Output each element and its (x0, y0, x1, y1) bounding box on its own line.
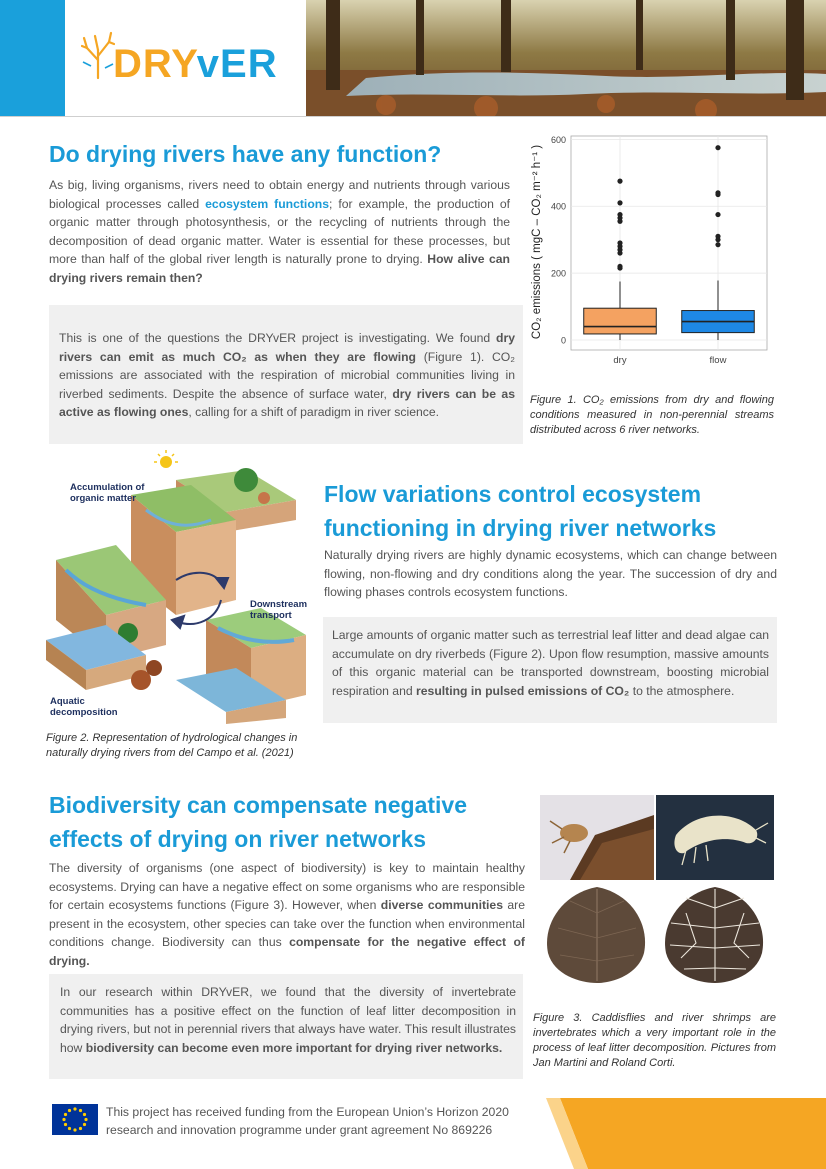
chart-outlier-dry-5 (617, 240, 622, 245)
figure2-caption: Figure 2. Representation of hydrological changes in naturally drying rivers from del Campo et al. (2021) (46, 732, 298, 759)
section2-paragraph: Naturally drying rivers are highly dynamic ecosystems, which can change between flowing, non-flowing and dry conditions along the year. The succession of dry and flowing phases controls ecosystem functions. (324, 548, 777, 600)
chart-outlier-flow-6 (715, 145, 720, 150)
decomposed-leaf-image-2 (656, 883, 774, 987)
s1-ecosystem-functions: ecosystem functions (205, 196, 329, 211)
fig2-label-accumulation: Accumulation of organic matter (70, 482, 145, 504)
s3b-bold: biodiversity can become even more important for drying river networks. (85, 1040, 503, 1055)
s1-text-a: As big, living organisms, rivers need to obtain energy and nutrients through various biological processes called (49, 178, 510, 211)
section3-title: Biodiversity can compensate negative effects of drying on river networks (49, 792, 467, 852)
chart-outlier-flow-2 (715, 234, 720, 239)
section2-box-text (332, 626, 769, 700)
s1b-d: , calling for a shift of paradigm in river science. (188, 405, 440, 420)
river-shrimp-image (656, 795, 774, 880)
forest-stream-image (306, 0, 826, 117)
footer-orange-band (540, 1098, 826, 1169)
chart-outlier-flow-3 (715, 212, 720, 217)
s3-bold2: compensate for the negative effect of drying. (49, 935, 525, 968)
s2b-bold: resulting in pulsed emissions of CO₂ (416, 683, 630, 698)
s1-text-bold: How alive can drying rivers remain then? (49, 252, 510, 285)
s1b-bold2: dry rivers can be as active as flowing ones (59, 386, 515, 420)
s1-text-b: ; for example, the production of organic matter through photosynthesis, or the recycling of nutrients through the decomposition of dead organic matter. Water is essential for these processes, but more than half of the global river length is naturally prone to drying. (49, 196, 510, 267)
chart-ytick-0: 0 (560, 335, 566, 346)
s3-bold1: diverse communities (380, 898, 503, 913)
logo-text: DRYvER (113, 42, 278, 86)
caddisfly-photo (540, 795, 654, 880)
eu-stars-icon (52, 1104, 98, 1135)
s1b-bold1: dry rivers can emit as much CO₂ as when they are flowing (59, 331, 515, 364)
section2-box (323, 617, 777, 723)
chart-outlier-flow-0 (715, 242, 720, 247)
chart-xtick-flow: flow (709, 355, 727, 366)
shrimp-photo (656, 795, 774, 880)
chart-ylabel: CO₂ emissions ( mgC – CO₂ m⁻² h⁻¹ ) (531, 144, 543, 340)
header-logo-area (65, 0, 306, 117)
section2-title: Flow variations control ecosystem functioning in drying river networks (324, 481, 717, 541)
figure3-caption: Figure 3. Caddisflies and river shrimps are invertebrates which a very important role in the process of leaf litter decomposition. Pictures from Jan Martini and Roland Corti. (533, 1012, 776, 1069)
tree-logo-icon (81, 30, 115, 80)
chart-ytick-400: 400 (550, 201, 566, 212)
section3-box-text (60, 983, 516, 1057)
s3-a: The diversity of organisms (one aspect of biodiversity) is key to maintain healthy ecosystems. Drying can have a negative effect on some organisms who are responsible for certain ecosystems functions (Figure 3). However, when (49, 861, 525, 913)
s1b-c: (Figure 1). CO₂ emissions are associated with the respiration of microbial communities living in riverbed sediments. Despite the absence of surface water, (59, 349, 515, 401)
section1-box (49, 305, 523, 444)
section3-paragraph (49, 859, 525, 971)
eu-flag-icon (52, 1104, 98, 1135)
s1b-a: This is one of the questions the DRYvER project is investigating. We found (59, 331, 497, 345)
chart-outlier-dry-1 (617, 264, 622, 269)
chart-ytick-200: 200 (550, 268, 566, 279)
header-photo (306, 0, 826, 117)
chart-outlier-dry-10 (617, 179, 622, 184)
chart-outlier-flow-5 (715, 190, 720, 195)
chart-outlier-dry-8 (617, 212, 622, 217)
section1-box-text (59, 329, 515, 422)
s3-b: are present in the ecosystem, other species can take over the function when environmental conditions change. Biodiversity can thus (49, 898, 525, 950)
chart-outlier-dry-9 (617, 200, 622, 205)
fig2-label-decomposition: Aquatic decomposition (50, 696, 118, 718)
fig2-label-transport: Downstream transport (250, 599, 308, 621)
section3-box (49, 974, 523, 1079)
leaf-circle-2 (146, 660, 162, 676)
s2b-b: to the atmosphere. (629, 683, 735, 698)
leaf-photo-1 (540, 883, 654, 987)
chart-ytick-600: 600 (550, 134, 566, 145)
s3b-a: In our research within DRYvER, we found that the diversity of invertebrate communities has a positive effect on the function of leaf litter decomposition in drying rivers, but not in perennial rivers that always have water. This result illustrates how (60, 985, 516, 1055)
leaf-photo-2 (656, 883, 774, 987)
sun-icon (154, 450, 178, 468)
section1-title: Do drying rivers have any function? (49, 141, 442, 167)
section1-paragraph (49, 176, 510, 288)
header-divider (0, 116, 826, 117)
funding-text: This project has received funding from the European Union’s Horizon 2020 research and innovation programme under grant agreement No 869226 (106, 1105, 509, 1137)
logo-v: vER (196, 42, 278, 86)
s2b-a: Large amounts of organic matter such as terrestrial leaf litter and dead algae can accumulate on dry riverbeds (Figure 2). Upon flow resumption, massive amounts of this organic material can be transported downstream, boosting microbial respiration and (332, 628, 769, 698)
caddisfly-image (540, 795, 654, 880)
decomposed-leaf-image-1 (540, 883, 654, 987)
header-blue-band (0, 0, 65, 117)
figure1-caption: Figure 1. CO₂ emissions from dry and flowing conditions measured in non-perennial streams distributed across 6 river networks. (530, 394, 774, 436)
chart-box-dry (584, 308, 657, 334)
figure2-illustration (46, 450, 312, 725)
chart-xtick-dry: dry (613, 355, 627, 366)
co2-boxplot-chart (526, 132, 776, 372)
